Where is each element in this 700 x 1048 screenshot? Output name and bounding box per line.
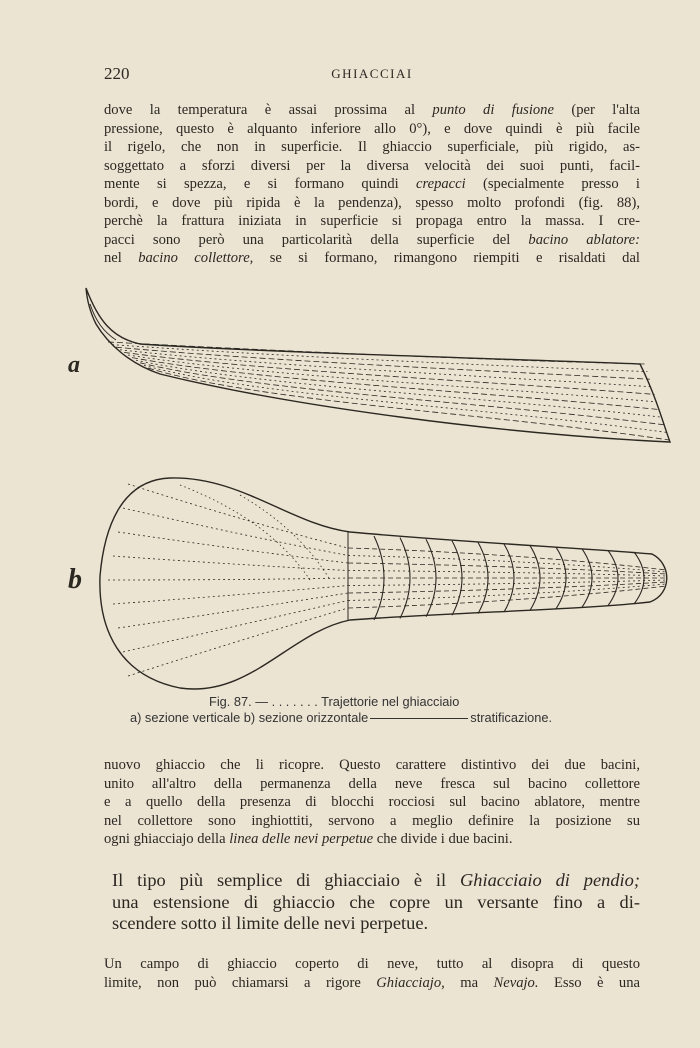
glacier-diagram <box>60 280 680 700</box>
paragraph-4 <box>104 955 640 992</box>
text-run: nuovo ghiaccio che li ricopre. Questo carattere distintivo dei due bacini, <box>104 757 640 773</box>
text-run: nel collettore sono inghiottiti, servono a meglio definire la posizione su <box>104 812 640 829</box>
text-run: bordi, e dove più ripida è la pendenza), spesso molto profondi (fig. 88), <box>104 194 640 211</box>
tongue-trajectory <box>348 584 666 601</box>
trajectory-line <box>124 352 655 394</box>
italic-term: punto di fusione <box>432 102 554 118</box>
text-run: nel <box>104 250 139 266</box>
running-title: GHIACCIAI <box>331 66 413 81</box>
page-number: 220 <box>104 64 130 83</box>
text-line <box>112 870 640 892</box>
text-line <box>104 138 640 157</box>
text-run: Il tipo più semplice di ghiacciaio è il <box>112 870 461 890</box>
text-run: ogni ghiacciajo della <box>104 831 230 847</box>
text-run: se si formano, rimangono riempiti e risaldati dal <box>253 250 640 266</box>
text-run: una estensione di ghiaccio che copre un versante fino a di- <box>112 891 640 912</box>
page-header <box>104 64 640 86</box>
fan-trajectory <box>108 578 348 580</box>
fan-trajectory <box>113 556 348 571</box>
figure-87 <box>60 280 680 700</box>
text-run: limite, non può chiamarsi a rigore <box>104 974 377 991</box>
text-line <box>104 955 640 974</box>
text-run: dove la temperatura è assai prossima al <box>104 102 433 118</box>
trajectory-line <box>144 365 667 432</box>
text-line <box>104 175 640 194</box>
text-run: unito all'altro della permanenza della neve fresca sul bacino collettore <box>104 775 640 792</box>
text-line <box>104 231 640 250</box>
fan-trajectory <box>123 508 348 556</box>
text-line <box>112 892 640 914</box>
text-line <box>104 756 640 775</box>
text-run: mente si spezza, e si formano quindi <box>104 176 416 192</box>
text-run: (per l'alta <box>553 102 640 118</box>
text-run: (specialmente presso i <box>465 176 640 192</box>
figure-label-b: b <box>68 564 82 595</box>
text-line <box>104 101 640 120</box>
trajectory-line <box>148 368 669 440</box>
text-run: soggettato a sforzi diversi per la diversa velocità dei suoi punti, facil- <box>104 157 640 174</box>
italic-term: Ghiacciaio di pendio; <box>460 870 640 890</box>
italic-term: linea delle nevi perpetue <box>229 831 374 847</box>
text-run: Esso è una <box>538 974 640 991</box>
paragraph-3 <box>112 870 640 935</box>
text-run: pacci sono però una particolarità della superficie del <box>104 231 529 248</box>
text-line <box>104 249 640 268</box>
text-run: Un campo di ghiaccio coperto di neve, tutto al disopra di questo <box>104 956 640 972</box>
text-line <box>104 212 640 231</box>
text-line <box>104 974 640 993</box>
text-line <box>104 157 640 176</box>
text-run: perchè la frattura iniziata in superficie si propaga entro la massa. I cre- <box>104 213 640 229</box>
text-run: e a quello della presenza di blocchi rocciosi sul bacino ablatore, mentre <box>104 794 640 810</box>
caption-dash <box>370 718 468 719</box>
collector-curve <box>240 495 330 580</box>
text-run: che divide i due bacini. <box>373 831 513 847</box>
italic-term: Ghiacciajo, <box>376 974 445 991</box>
fan-trajectory <box>118 532 348 563</box>
italic-term: crepacci <box>416 176 466 192</box>
text-line <box>104 812 640 831</box>
horizontal-section-drawing <box>100 478 667 689</box>
fan-trajectory <box>118 593 348 628</box>
italic-term: Nevajo. <box>493 974 539 991</box>
text-line <box>104 775 640 794</box>
text-line <box>104 793 640 812</box>
paragraph-1 <box>104 101 640 268</box>
text-run: il rigelo, che non in superficie. Il ghiaccio superficiale, più rigido, as- <box>104 139 640 155</box>
text-line <box>112 913 640 935</box>
caption-sections: a) sezione verticale b) sezione orizzontale <box>130 710 369 725</box>
trajectory-line <box>112 345 647 372</box>
vertical-section-drawing <box>86 288 670 442</box>
text-line <box>104 830 640 849</box>
italic-term: bacino ablatore: <box>528 231 641 248</box>
trajectory-line <box>132 358 659 410</box>
collector-curve <box>180 485 310 580</box>
italic-term: bacino collettore, <box>138 250 254 266</box>
trajectory-line <box>140 363 664 425</box>
text-run: ma <box>444 974 494 991</box>
tongue-trajectory <box>348 556 666 573</box>
trajectory-line <box>116 347 650 379</box>
text-line <box>104 194 640 213</box>
fan-trajectory <box>123 601 348 653</box>
text-line <box>104 120 640 139</box>
fan-trajectory <box>113 586 348 605</box>
caption-line-2 <box>130 710 552 725</box>
figure-label-a: a <box>68 352 80 378</box>
paragraph-2 <box>104 756 640 849</box>
fan-trajectory <box>128 484 348 548</box>
text-run: pressione, questo è alquanto inferiore allo 0°), e dove quindi è più facile <box>104 120 640 137</box>
text-run: scendere sotto il limite delle nevi perpetue. <box>112 913 429 933</box>
fan-trajectory <box>128 608 348 676</box>
caption-stratification: stratificazione. <box>470 710 553 725</box>
caption-line-1: Fig. 87. — . . . . . . . Trajettorie nel ghiacciaio <box>209 694 460 709</box>
